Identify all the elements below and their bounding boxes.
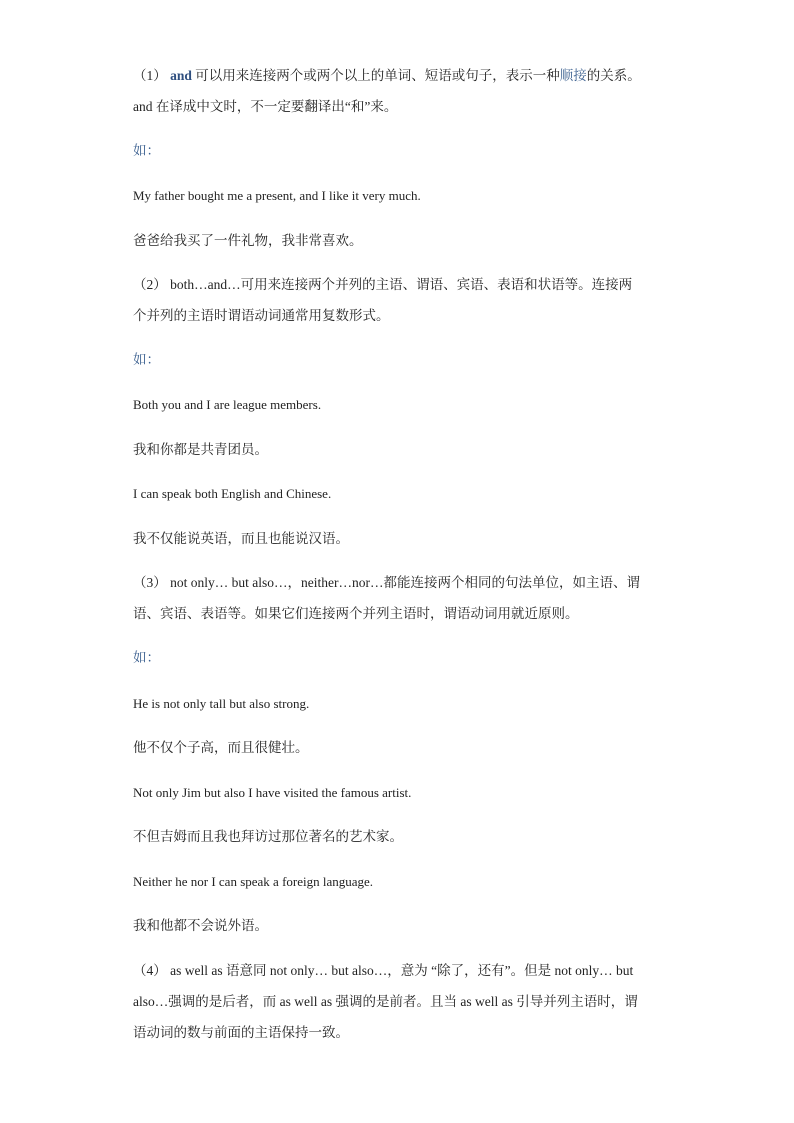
s4-line1: （4） as well as 语意同 not only… but also…，意为 “除了，还有”。但是 not only… but — [133, 963, 634, 978]
s1-text-a: 可以用来连接两个或两个以上的单词、短语或句子，表示一种 — [195, 68, 560, 83]
s2-line2: 个并列的主语时谓语动词通常用复数形式。 — [133, 308, 390, 323]
s1-line1 — [133, 66, 641, 86]
s3-example-label: 如： — [133, 650, 160, 665]
s1-keyword-and: and — [170, 68, 192, 83]
s2-example2-en: I can speak both English and Chinese. — [133, 486, 332, 501]
s2-example1-zh: 我和你都是共青团员。 — [133, 442, 268, 457]
s4-line2: also…强调的是后者，而 as well as 强调的是前者。且当 as well as 引导并列主语时，谓 — [133, 994, 638, 1009]
s3-example1-en: He is not only tall but also strong. — [133, 696, 310, 711]
s3-example2-zh: 不但吉姆而且我也拜访过那位著名的艺术家。 — [133, 829, 403, 844]
s1-line2: and 在译成中文时，不一定要翻译出“和”来。 — [133, 99, 398, 114]
s1-highlight: 顺接 — [559, 68, 587, 83]
s3-example3-zh: 我和他都不会说外语。 — [133, 918, 268, 933]
s1-example-label: 如： — [133, 143, 160, 158]
s1-number: （1） — [133, 68, 167, 83]
s2-example1-en: Both you and I are league members. — [133, 397, 322, 412]
s1-example1-zh: 爸爸给我买了一件礼物，我非常喜欢。 — [133, 233, 363, 248]
s2-line1: （2） both…and…可用来连接两个并列的主语、谓语、宾语、表语和状语等。连接两 — [133, 277, 633, 292]
s3-example2-en: Not only Jim but also I have visited the famous artist. — [133, 785, 412, 800]
s2-example2-zh: 我不仅能说英语，而且也能说汉语。 — [133, 531, 349, 546]
s3-example1-zh: 他不仅个子高，而且很健壮。 — [133, 740, 309, 755]
s1-example1-en: My father bought me a present, and I like it very much. — [133, 188, 421, 203]
s4-line3: 语动词的数与前面的主语保持一致。 — [133, 1025, 349, 1040]
s3-example3-en: Neither he nor I can speak a foreign language. — [133, 874, 374, 889]
s3-line1: （3） not only… but also…，neither…nor…都能连接两个相同的句法单位，如主语、谓 — [133, 575, 640, 590]
s1-text-b: 的关系。 — [586, 68, 641, 83]
s2-example-label: 如： — [133, 352, 160, 367]
s3-line2: 语、宾语、表语等。如果它们连接两个并列主语时，谓语动词用就近原则。 — [133, 606, 579, 621]
